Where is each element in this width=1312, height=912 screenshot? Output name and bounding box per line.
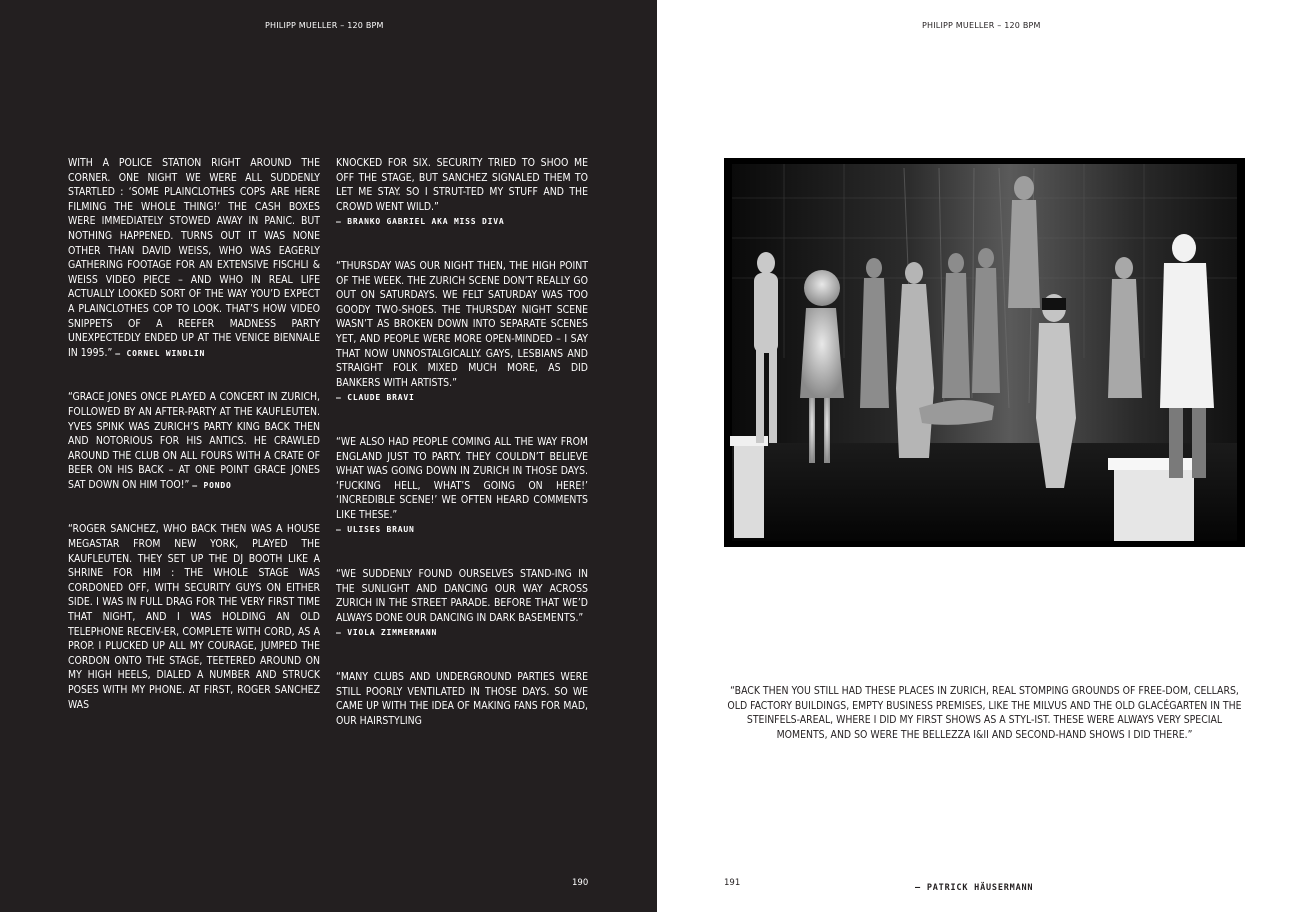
page-number-right: 191 xyxy=(724,878,741,888)
quote-block xyxy=(336,259,588,406)
quote-block xyxy=(336,156,588,230)
photo-icon xyxy=(724,158,1245,547)
running-head-right: PHILIPP MUELLER – 120 BPM xyxy=(922,21,1041,30)
quote-attribution: — BRANKO GABRIEL AKA MISS DIVA xyxy=(336,217,505,227)
text-column-2 xyxy=(336,156,588,757)
quote-text: “MANY CLUBS AND UNDERGROUND PARTIES WERE STILL POORLY VENTILATED IN THOSE DAYS. SO WE CAME UP WITH THE IDEA OF MAKING FANS FOR MAD, OUR HAIRSTYLING xyxy=(336,671,588,727)
quote-text: “GRACE JONES ONCE PLAYED A CONCERT IN ZURICH, FOLLOWED BY AN AFTER-PARTY AT THE KAUFLEUTEN. YVES SPINK WAS ZURICH’S PARTY KING BACK THEN AND NOTORIOUS FOR HIS ANTICS. HE CRAWLED AROUND THE CLUB ON ALL FOURS WITH A CRATE OF BEER ON HIS BACK – AT ONE POINT GRACE JONES SAT DOWN ON HIM TOO!” xyxy=(68,391,320,491)
party-photo xyxy=(724,158,1245,547)
quote-attribution: — PONDO xyxy=(192,480,232,490)
quote-attribution: — CORNEL WINDLIN xyxy=(115,348,206,358)
quote-attribution: — VIOLA ZIMMERMANN xyxy=(336,628,438,638)
quote-text: KNOCKED FOR SIX. SECURITY TRIED TO SHOO ME OFF THE STAGE, BUT SANCHEZ SIGNALED THEM TO LET ME STAY. SO I STRUT-TED MY STUFF AND THE CROWD WENT WILD.” xyxy=(336,157,588,213)
quote-attribution: — ULISES BRAUN xyxy=(336,525,415,535)
quote-block xyxy=(68,156,320,361)
running-head-left: PHILIPP MUELLER – 120 BPM xyxy=(265,21,384,30)
quote-text: “WE ALSO HAD PEOPLE COMING ALL THE WAY FROM ENGLAND JUST TO PARTY. THEY COULDN’T BELIEVE WHAT WAS GOING DOWN IN ZURICH IN THOSE DAYS. ‘FUCKING HELL, WHAT’S GOING ON HERE!’ ‘INCREDIBLE SCENE!’ WE OFTEN HEARD COMMENTS LIKE THESE.” xyxy=(336,435,588,521)
quote-text: “ROGER SANCHEZ, WHO BACK THEN WAS A HOUSE MEGASTAR FROM NEW YORK, PLAYED THE KAUFLEUTEN. THEY SET UP THE DJ BOOTH LIKE A SHRINE FOR HIM : THE WHOLE STAGE WAS CORDONED OFF, WITH SECURITY GUYS ON EITHER SIDE. I WAS IN FULL DRAG FOR THE VERY FIRST TIME THAT NIGHT, AND I WAS HOLDING AN OLD TELEPHONE RECEIV-ER, COMPLETE WITH CORD, AS A PROP. I PLUCKED UP ALL MY COURAGE, JUMPED THE CORDON ONTO THE STAGE, TEETERED AROUND ON MY HIGH HEELS, DIALED A NUMBER AND STRUCK POSES WITH MY PHONE. AT FIRST, ROGER SANCHEZ WAS xyxy=(68,523,320,711)
page-number-left: 190 xyxy=(572,878,589,888)
quote-block xyxy=(336,670,588,728)
quote-block xyxy=(68,390,320,493)
text-column-1 xyxy=(68,156,320,741)
pull-quote-attribution: — PATRICK HÄUSERMANN xyxy=(915,883,1034,893)
quote-attribution: — CLAUDE BRAVI xyxy=(336,393,415,403)
quote-block xyxy=(336,435,588,538)
quote-block xyxy=(68,522,320,712)
quote-text: “WE SUDDENLY FOUND OURSELVES STAND-ING IN THE SUNLIGHT AND DANCING OUR WAY ACROSS ZURICH IN THE STREET PARADE. BEFORE THAT WE’D ALWAYS DONE OUR DANCING IN DARK BASEMENTS.” xyxy=(336,568,588,624)
quote-text: WITH A POLICE STATION RIGHT AROUND THE CORNER. ONE NIGHT WE WERE ALL SUDDENLY STARTLED : ‘SOME PLAINCLOTHES COPS ARE HERE FILMING THE WHOLE THING!’ THE CASH BOXES WERE IMMEDIATELY STOWED AWAY IN PANIC. BUT NOTHING HAPPENED. TURNS OUT IT WAS NONE OTHER THAN DAVID WEISS, WHO WAS EAGERLY GATHERING FOOTAGE FOR AN EXTENSIVE FISCHLI & WEISS VIDEO PIECE – AND WHO IN REAL LIFE ACTUALLY LOOKED SORT OF THE WAY YOU’D EXPECT A PLAINCLOTHES COP TO LOOK. THAT’S HOW VIDEO SNIPPETS OF A REEFER MADNESS PARTY UNEXPECTEDLY ENDED UP AT THE VENICE BIENNALE IN 1995.” xyxy=(68,157,320,359)
quote-text: “THURSDAY WAS OUR NIGHT THEN, THE HIGH POINT OF THE WEEK. THE ZURICH SCENE DON’T REALLY GO OUT ON SATURDAYS. WE FELT SATURDAY WAS TOO GOODY TWO-SHOES. THE THURSDAY NIGHT SCENE WASN’T AS BROKEN DOWN INTO SEPARATE SCENES YET, AND PEOPLE WERE MORE OPEN-MINDED – I SAY THAT NOW UNNOSTALGICALLY. GAYS, LESBIANS AND STRAIGHT FOLK MIXED MUCH MORE, AS DID BANKERS WITH ARTISTS.” xyxy=(336,259,588,389)
quote-block xyxy=(336,567,588,641)
right-page xyxy=(657,0,1312,912)
pull-quote: “BACK THEN YOU STILL HAD THESE PLACES IN ZURICH, REAL STOMPING GROUNDS OF FREE-DOM, CELLARS, OLD FACTORY BUILDINGS, EMPTY BUSINESS PREMISES, LIKE THE MILVUS AND THE OLD GLACÉGARTEN IN THE STEINFELS-AREAL, WHERE I DID MY FIRST SHOWS AS A STYL-IST. THESE WERE ALWAYS VERY SPECIAL MOMENTS, AND SO WERE THE BELLEZZA I&II AND SECOND-HAND SHOWS I DID THERE.” xyxy=(727,685,1242,741)
